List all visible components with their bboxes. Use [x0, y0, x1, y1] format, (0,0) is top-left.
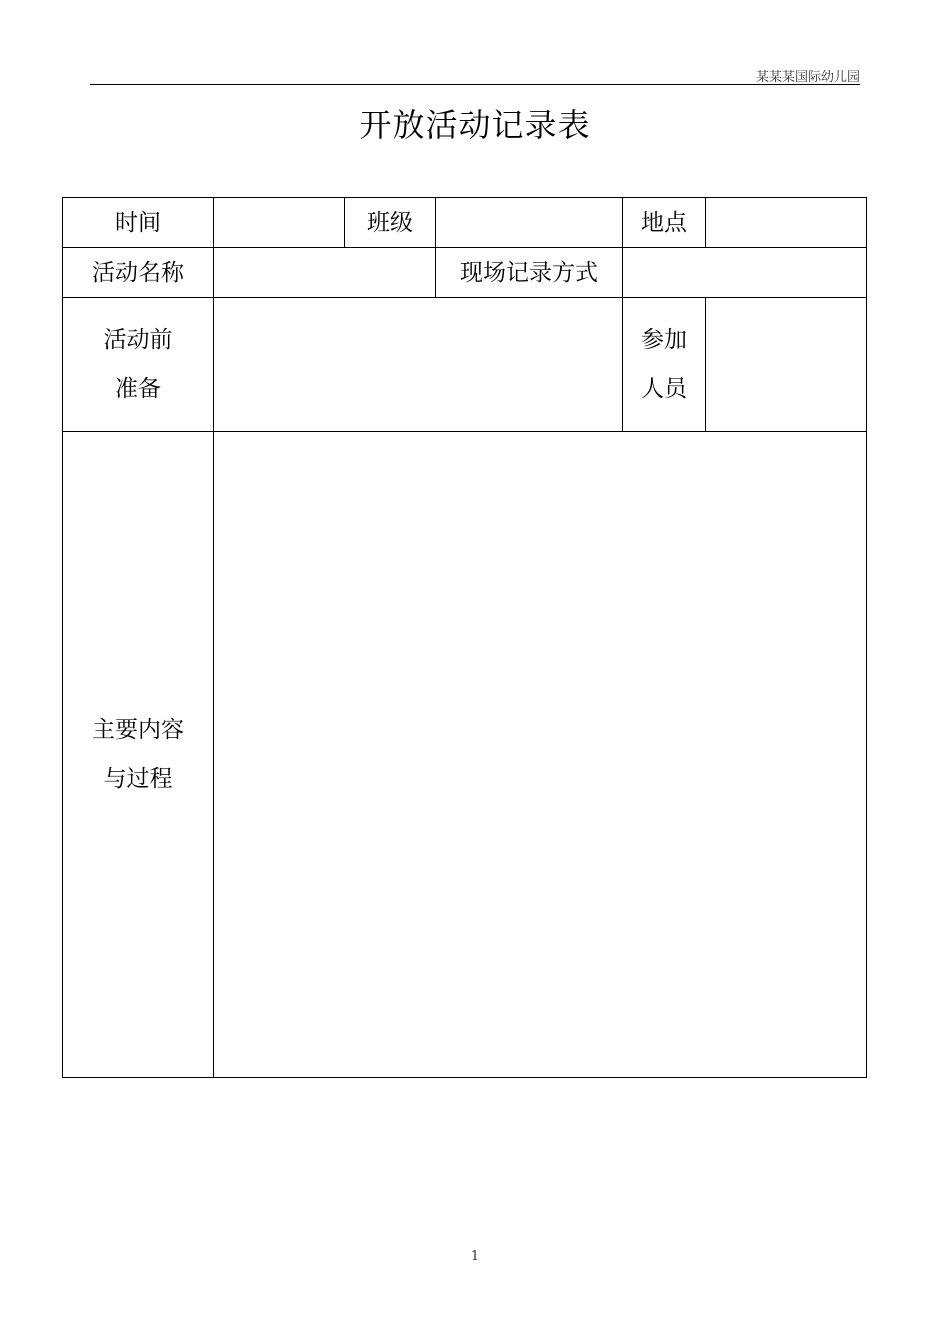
- page-number: 1: [470, 1249, 480, 1264]
- preparation-field[interactable]: [214, 298, 623, 432]
- activity-name-label: 活动名称: [63, 248, 214, 298]
- participants-label-line1: 参加: [641, 326, 687, 353]
- table-row: [63, 198, 867, 248]
- place-label: 地点: [623, 198, 706, 248]
- preparation-label-line1: 活动前: [103, 326, 173, 353]
- place-field[interactable]: [706, 198, 867, 248]
- participants-label: [623, 298, 706, 432]
- header-org-name: 某某某国际幼儿园: [755, 70, 860, 85]
- table-row: [63, 432, 867, 1078]
- content-label-line1: 主要内容: [92, 716, 184, 743]
- time-field[interactable]: [214, 198, 345, 248]
- preparation-label-line2: 准备: [115, 375, 161, 402]
- page-title: 开放活动记录表: [359, 106, 591, 144]
- activity-record-table: [62, 197, 867, 1078]
- record-method-field[interactable]: [623, 248, 867, 298]
- activity-name-field[interactable]: [214, 248, 436, 298]
- participants-field[interactable]: [706, 298, 867, 432]
- preparation-label: [63, 298, 214, 432]
- content-label-line2: 与过程: [103, 765, 173, 792]
- class-field[interactable]: [436, 198, 623, 248]
- content-label: [63, 432, 214, 1078]
- table-row: [63, 248, 867, 298]
- content-field[interactable]: [214, 432, 867, 1078]
- time-label: 时间: [63, 198, 214, 248]
- record-method-label: 现场记录方式: [436, 248, 623, 298]
- table-row: [63, 298, 867, 432]
- header-divider: [90, 84, 860, 85]
- class-label: 班级: [345, 198, 436, 248]
- participants-label-line2: 人员: [641, 375, 687, 402]
